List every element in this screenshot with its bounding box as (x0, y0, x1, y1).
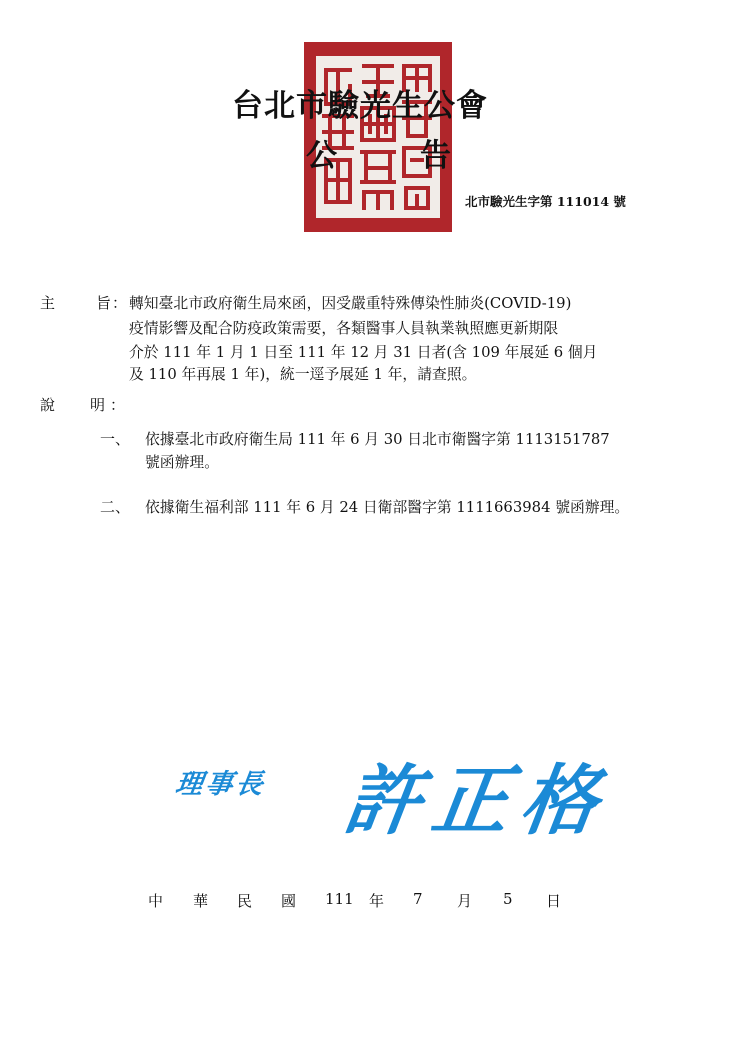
date-part: 日 (546, 892, 562, 910)
document-number: 北市驗光生字第 111014 號 (465, 194, 626, 209)
description-label-char-1: 說 (40, 396, 56, 414)
date-part: 華 (193, 892, 209, 910)
description-item-number: 二、 (100, 498, 131, 516)
chairman-signature: 許正格 (338, 756, 616, 845)
subject-label-char-2: 旨 (96, 294, 112, 312)
date-month: 7 (413, 890, 423, 908)
chairman-title: 理事長 (173, 769, 268, 800)
date-part: 民 (237, 892, 253, 910)
description-item-line: 依據臺北市政府衛生局 111 年 6 月 30 日北市衛醫字第 1113151787 (145, 431, 610, 448)
date-part: 月 (457, 892, 473, 910)
description-item-line: 號函辦理。 (145, 454, 219, 471)
description-item-number: 一、 (100, 430, 131, 448)
subject-label-char-1: 主 (40, 294, 56, 312)
subject-line: 疫情影響及配合防疫政策需要，各類醫事人員執業執照應更新期限 (129, 320, 559, 337)
notice-heading-right: 告 (420, 138, 451, 174)
date-part: 中 (148, 892, 164, 910)
subject-line: 轉知臺北市政府衛生局來函，因受嚴重特殊傳染性肺炎(COVID-19) (129, 295, 572, 312)
organization-title: 台北市驗光生公會 (232, 88, 488, 124)
date-part: 年 (369, 892, 385, 910)
subject-colon: ： (112, 294, 128, 312)
subject-line: 介於 111 年 1 月 1 日至 111 年 12 月 31 日者(含 109 年展延 6 個月 (129, 344, 598, 361)
notice-heading-left: 公 (306, 138, 337, 174)
description-colon: ： (110, 396, 126, 414)
date-day: 5 (503, 890, 513, 908)
description-label-char-2: 明 (90, 396, 106, 414)
description-item-line: 依據衛生福利部 111 年 6 月 24 日衛部醫字第 1111663984 號函辦理。 (145, 499, 630, 516)
subject-line: 及 110 年再展 1 年)，統一逕予展延 1 年，請查照。 (129, 366, 477, 383)
date-year: 111 (325, 890, 354, 908)
date-part: 國 (281, 892, 297, 910)
